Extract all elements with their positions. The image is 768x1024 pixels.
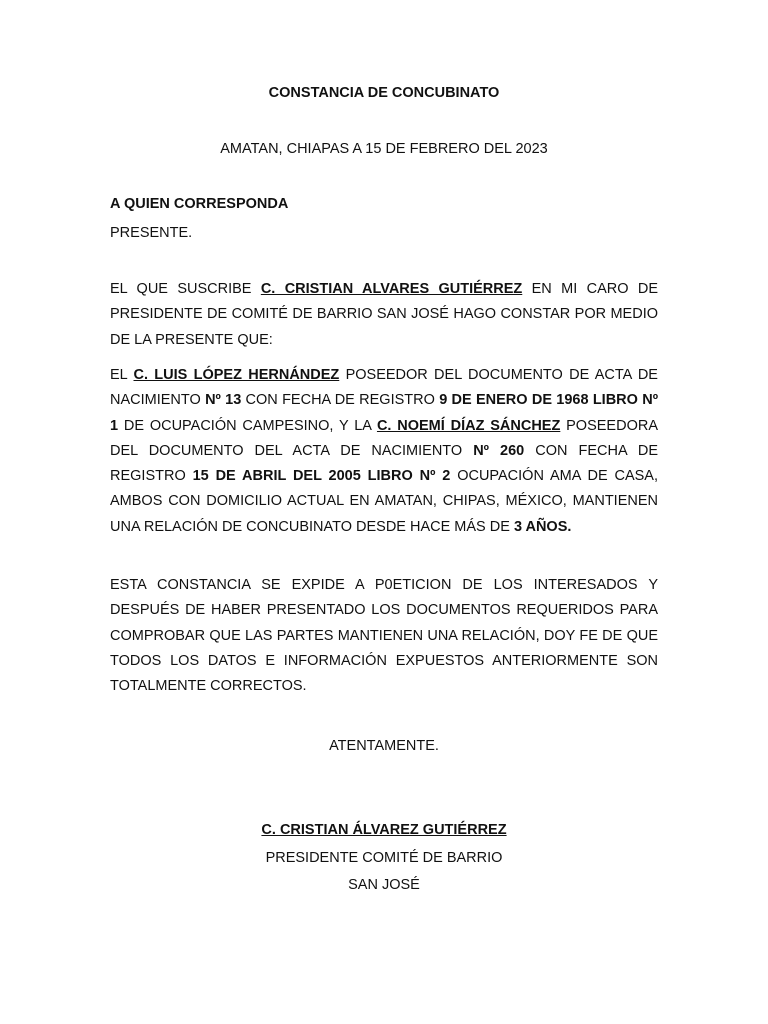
p2-text-2: POSEEDOR DEL DOCUMENTO DE ACTA DE NACIMIENTO — [110, 367, 658, 409]
p2-text-3: CON FECHA DE REGISTRO — [241, 392, 440, 409]
party-2-name: C. NOEMÍ DÍAZ SÁNCHEZ — [376, 417, 561, 434]
p2-text-4: DE OCUPACIÓN CAMPESINO, Y LA — [118, 417, 377, 434]
place-and-date: AMATAN, CHIAPAS A 15 DE FEBRERO DEL 2023 — [220, 141, 548, 157]
p2-text-7: OCUPACIÓN AMA DE CASA, AMBOS CON DOMICILIO ACTUAL EN AMATAN, CHIPAS, MÉXICO, MANTIENEN UNA RELACIÓN DE CONCUBINATO DESDE HACE MÁS DE — [110, 468, 658, 535]
paragraph-subscriber — [110, 277, 658, 353]
paragraph-parties — [110, 363, 658, 540]
p2-text-5: POSEEDORA DEL DOCUMENTO DEL ACTA DE NACIMIENTO — [110, 417, 658, 459]
addressee: A QUIEN CORRESPONDA — [110, 196, 289, 212]
p1-text-2: EN MI CARO DE PRESIDENTE DE COMITÉ DE BARRIO SAN JOSÉ HAGO CONSTAR POR MEDIO DE LA PRESENTE QUE: — [110, 281, 658, 348]
party-1-record-date: 9 DE ENERO DE 1968 LIBRO Nº 1 — [110, 392, 658, 434]
presente-line: PRESENTE. — [110, 225, 193, 241]
signature-role-line-1: PRESIDENTE COMITÉ DE BARRIO — [265, 850, 503, 866]
subscriber-name: C. CRISTIAN ALVARES GUTIÉRREZ — [260, 281, 523, 297]
paragraph-certification: ESTA CONSTANCIA SE EXPIDE A P0ETICION DE LOS INTERESADOS Y DESPUÉS DE HABER PRESENTADO LOS DOCUMENTOS REQUERIDOS PARA COMPROBAR QUE LAS PARTES MANTIENEN UNA RELACIÓN, DOY FE DE QUE TODOS LOS DATOS E INFORMACIÓN EXPUESTOS ANTERIORMENTE SON TOTALMENTE CORRECTOS. — [110, 577, 658, 695]
document-title: CONSTANCIA DE CONCUBINATO — [268, 85, 500, 101]
relationship-duration: 3 AÑOS. — [513, 518, 572, 535]
signature-name-text: C. CRISTIAN ÁLVAREZ GUTIÉRREZ — [261, 822, 507, 838]
party-1-name: C. LUIS LÓPEZ HERNÁNDEZ — [133, 367, 340, 383]
p2-text-1: EL — [110, 367, 134, 383]
p1-text-1: EL QUE SUSCRIBE — [110, 281, 261, 297]
party-2-record-number: Nº 260 — [473, 442, 525, 459]
signature-name — [0, 822, 768, 838]
signature-role-line-2: SAN JOSÉ — [348, 877, 420, 893]
p2-text-6: CON FECHA DE REGISTRO — [110, 442, 658, 485]
party-2-record-date: 15 DE ABRIL DEL 2005 LIBRO Nº 2 — [192, 468, 451, 485]
closing: ATENTAMENTE. — [329, 738, 439, 754]
party-1-record-number: Nº 13 — [205, 392, 242, 409]
